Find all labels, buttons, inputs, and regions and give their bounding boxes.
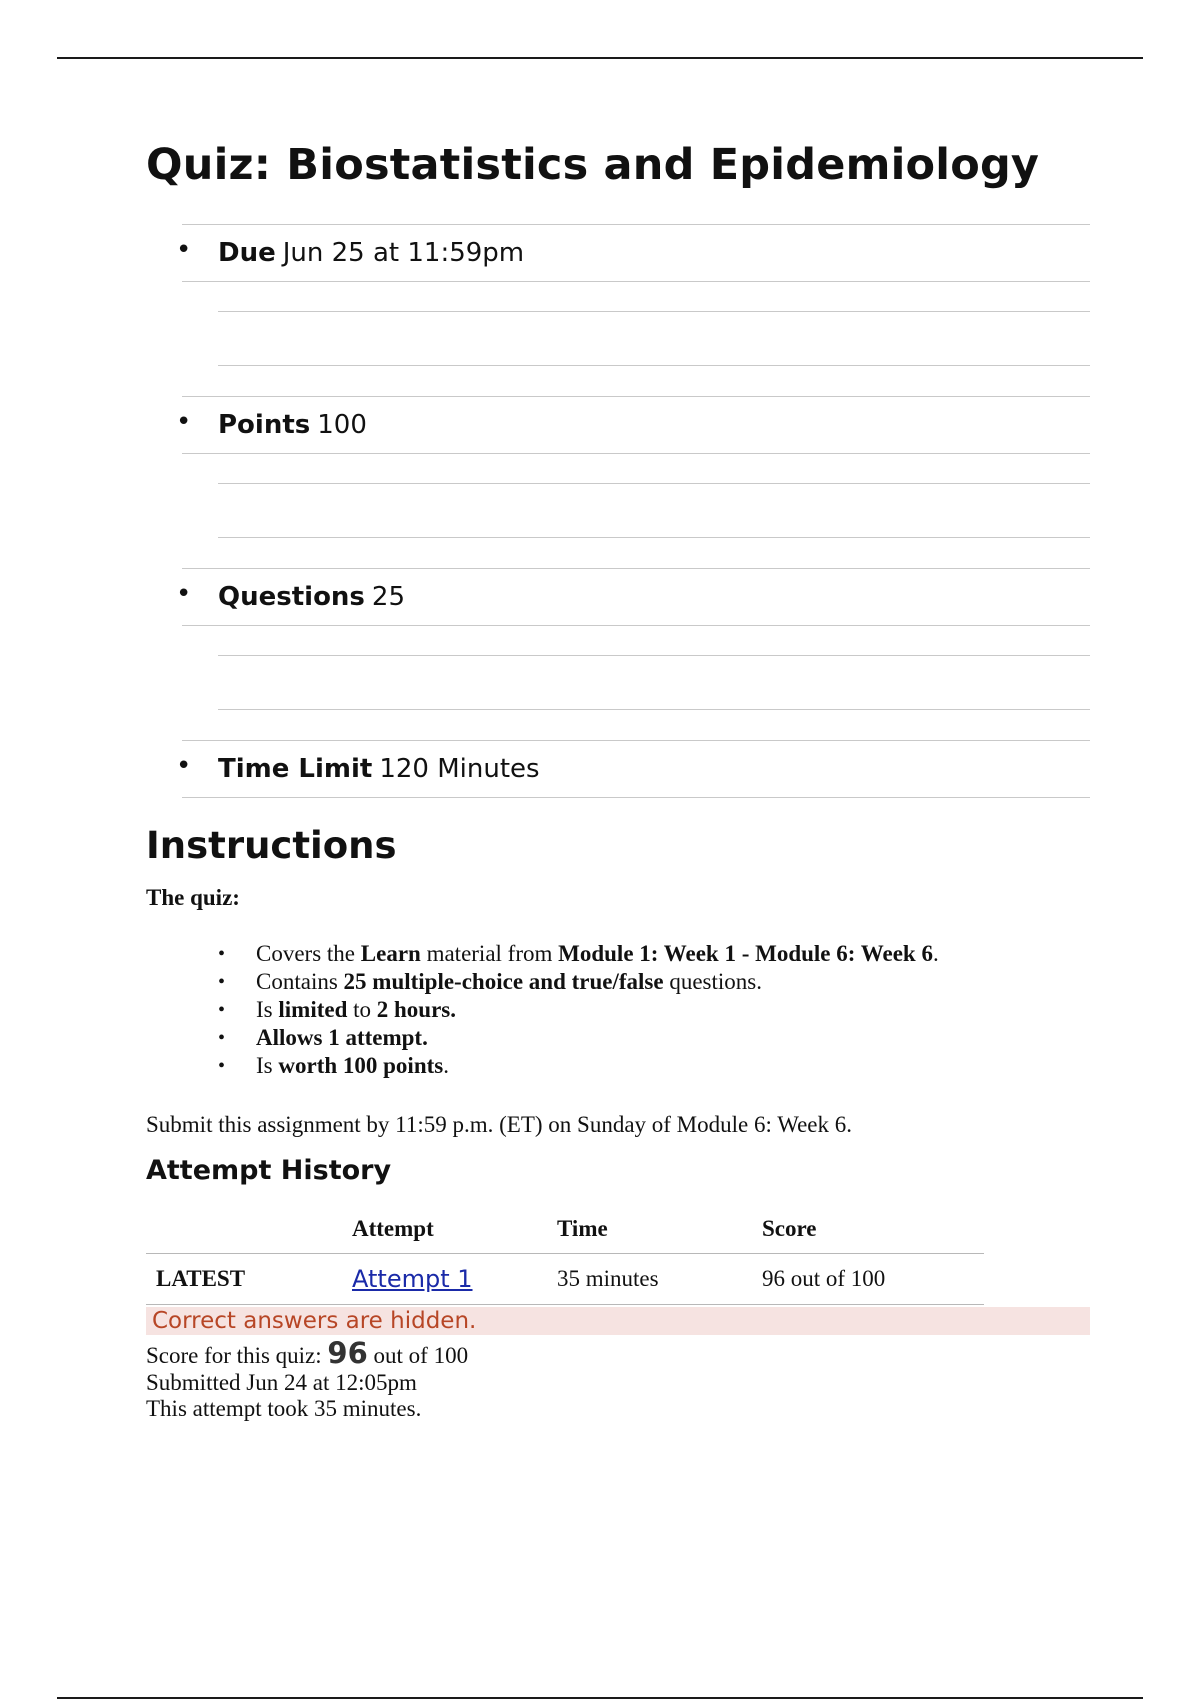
detail-value: Jun 25 at 11:59pm bbox=[282, 238, 525, 268]
detail-value: 120 Minutes bbox=[379, 754, 540, 784]
detail-spacer bbox=[182, 282, 1090, 396]
instruction-text: Allows 1 attempt. bbox=[256, 1025, 428, 1050]
attempt-history-heading: Attempt History bbox=[146, 1155, 392, 1186]
score-value: 96 bbox=[327, 1336, 368, 1370]
detail-questions bbox=[176, 568, 1090, 626]
bullet-icon: • bbox=[176, 579, 192, 609]
instruction-text: . bbox=[932, 941, 939, 966]
attempt-duration: This attempt took 35 minutes. bbox=[146, 1396, 422, 1421]
correct-answers-hidden-notice: Correct answers are hidden. bbox=[146, 1307, 1090, 1335]
latest-tag: LATEST bbox=[146, 1254, 352, 1305]
detail-value: 25 bbox=[371, 582, 406, 612]
column-header: Time bbox=[557, 1216, 608, 1241]
instruction-text: Module 1: Week 1 - Module 6: Week 6 bbox=[558, 941, 933, 966]
detail-spacer bbox=[182, 454, 1090, 568]
instruction-text: Learn bbox=[360, 941, 421, 966]
submit-note: Submit this assignment by 11:59 p.m. (ET) on Sunday of Module 6: Week 6. bbox=[146, 1112, 852, 1137]
instruction-item bbox=[256, 940, 1156, 968]
column-header: Score bbox=[762, 1216, 817, 1241]
instructions-list bbox=[146, 940, 1156, 1080]
attempt-time: 35 minutes bbox=[557, 1254, 762, 1305]
page-title: Quiz: Biostatistics and Epidemiology bbox=[146, 140, 1040, 190]
bullet-icon: • bbox=[176, 751, 192, 781]
instruction-text: Contains bbox=[256, 969, 344, 994]
instruction-text: 2 hours. bbox=[376, 997, 457, 1022]
instruction-text: Is bbox=[256, 1053, 279, 1078]
score-prefix: Score for this quiz: bbox=[146, 1343, 328, 1368]
instructions-intro: The quiz: bbox=[146, 885, 240, 910]
detail-label: Due bbox=[218, 238, 276, 268]
detail-label: Points bbox=[218, 410, 311, 440]
column-header: Attempt bbox=[352, 1216, 434, 1241]
instruction-text: to bbox=[347, 997, 377, 1022]
attempt-1-link[interactable]: Attempt 1 bbox=[352, 1265, 473, 1293]
submitted-time: Submitted Jun 24 at 12:05pm bbox=[146, 1370, 417, 1395]
instruction-text: questions. bbox=[663, 969, 762, 994]
table-row bbox=[146, 1254, 984, 1305]
detail-label: Questions bbox=[218, 582, 365, 612]
instruction-text: 25 multiple-choice and true/false bbox=[343, 969, 664, 994]
quiz-score bbox=[146, 1336, 468, 1370]
table-header-row bbox=[146, 1205, 984, 1254]
detail-time-limit bbox=[176, 740, 1090, 798]
attempt-score: 96 out of 100 bbox=[762, 1254, 984, 1305]
instruction-item bbox=[256, 968, 1156, 996]
instruction-text: . bbox=[443, 1053, 449, 1078]
top-rule bbox=[57, 57, 1143, 59]
instruction-item bbox=[256, 1052, 1156, 1080]
quiz-details bbox=[176, 224, 1090, 800]
score-suffix: out of 100 bbox=[367, 1343, 469, 1368]
detail-points bbox=[176, 396, 1090, 454]
detail-spacer bbox=[182, 626, 1090, 740]
instruction-text: worth 100 points bbox=[278, 1053, 444, 1078]
instruction-text: Is bbox=[256, 997, 279, 1022]
instructions-heading: Instructions bbox=[146, 824, 397, 867]
bullet-icon: • bbox=[176, 235, 192, 265]
bottom-rule bbox=[57, 1697, 1143, 1699]
instruction-text: material from bbox=[420, 941, 559, 966]
instruction-text: Covers the bbox=[256, 941, 361, 966]
instruction-text: limited bbox=[278, 997, 348, 1022]
instruction-item bbox=[256, 996, 1156, 1024]
bullet-icon: • bbox=[176, 407, 192, 437]
detail-value: 100 bbox=[317, 410, 367, 440]
attempt-cell bbox=[352, 1254, 557, 1305]
detail-due bbox=[176, 224, 1090, 282]
detail-label: Time Limit bbox=[218, 754, 373, 784]
attempt-history-table bbox=[146, 1205, 984, 1305]
instruction-item bbox=[256, 1024, 1156, 1052]
column-header bbox=[146, 1205, 352, 1254]
